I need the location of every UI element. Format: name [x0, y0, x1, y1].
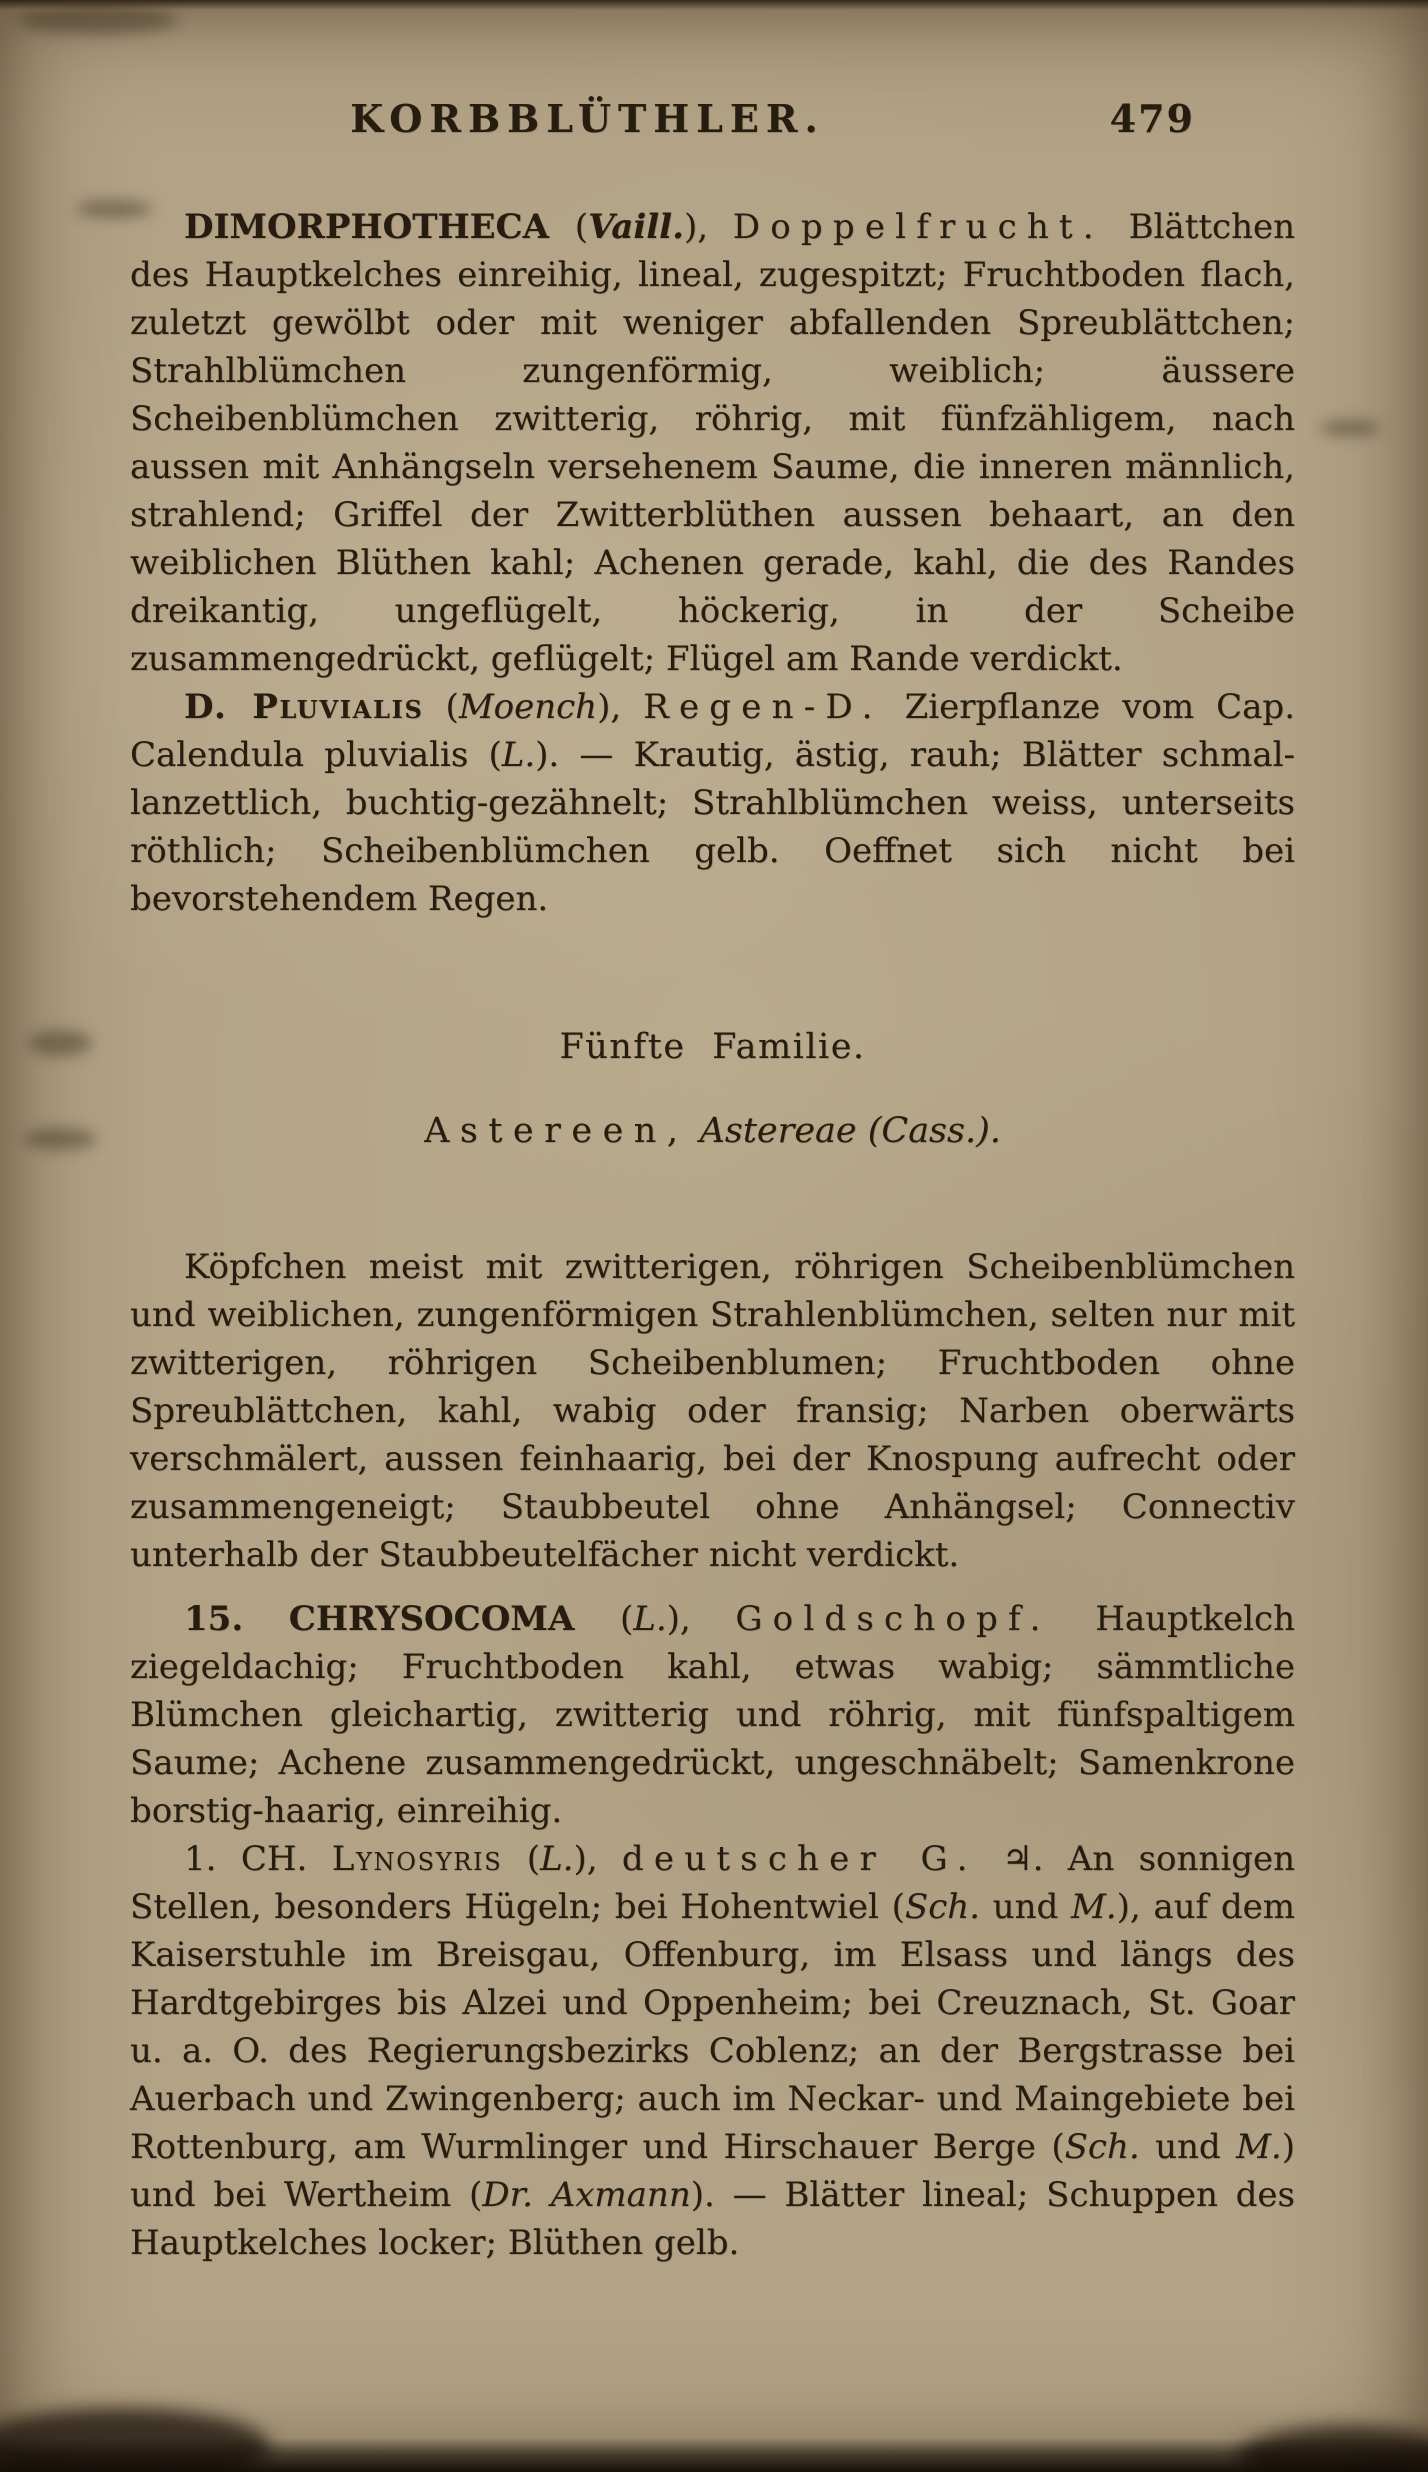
text-run: Goldschopf. — [735, 1599, 1051, 1639]
text-run: M. — [1070, 1887, 1117, 1927]
text-run: Fünfte Familie. — [559, 1027, 866, 1067]
paragraph — [130, 683, 1295, 923]
text-run: M. — [1236, 2127, 1282, 2167]
text-run: ♃. An sonnigen Stellen, besonders Hügeln; bei Hohentwiel ( — [130, 1839, 1295, 1927]
page-number: 479 — [1109, 96, 1195, 141]
text-run: ), — [597, 687, 644, 727]
paragraph — [130, 203, 1295, 683]
text-run: ) und bei Wertheim ( — [130, 2127, 1295, 2215]
text-run: 1. CH. — [184, 1839, 332, 1879]
text-run: ). — Krautig, ästig, rauh; Blätter schmal-lanzettlich, buchtig-gezähnelt; Strahlblümchen weiss, unterseits röthlich; Scheibenblümchen gelb. Oeffnet sich nicht bei bevorstehendem Regen. — [130, 735, 1295, 919]
running-title: KORBBLÜTHLER. — [350, 96, 825, 141]
page-header — [130, 96, 1295, 148]
text-run: 15. CHRYSOCOMA — [184, 1599, 620, 1639]
text-run: Moench — [458, 687, 598, 727]
text-run: Blättchen des Hauptkelches einreihig, lineal, zugespitzt; Fruchtboden flach, zuletzt gewölbt oder mit weniger abfallenden Spreublättchen; Strahlblümchen zungenförmig, weiblich; äussere Scheibenblümchen zwitterig, röhrig, mit fünfzähligem, nach aussen mit Anhängseln versehenem Saume, die inneren männlich, strahlend; Griffel der Zwitterblüthen aussen behaart, an den weiblichen Blüthen kahl; Achenen gerade, kahl, die des Randes dreikantig, ungeflügelt, höckerig, in der Scheibe zusammengedrückt, geflügelt; Flügel am Rande verdickt. — [130, 207, 1295, 679]
text-run: Vaill. — [588, 207, 684, 247]
page-stain — [18, 6, 178, 34]
text-run: ). — Blätter lineal; Schuppen des Hauptkelches locker; Blüthen gelb. — [130, 2175, 1295, 2263]
text-run: L. — [633, 1599, 667, 1639]
text-run: Sch. — [1064, 2127, 1140, 2167]
text-run: ), — [666, 1599, 736, 1639]
text-run: Astereae (Cass.). — [699, 1111, 1001, 1151]
text-run: ( — [502, 1839, 541, 1879]
page-content — [130, 203, 1295, 2267]
text-block — [130, 96, 1295, 2267]
page-bottom-shadow — [0, 2438, 1428, 2472]
text-run: und — [979, 1887, 1071, 1927]
paragraph — [130, 1835, 1295, 2267]
text-run: ( — [574, 207, 589, 247]
subheading — [130, 1107, 1295, 1155]
text-run: ), — [573, 1839, 622, 1879]
page-top-shadow — [0, 0, 1428, 10]
text-run: DIMORPHOTHECA — [184, 207, 575, 247]
paragraph — [130, 1243, 1295, 1579]
page-stain — [1320, 420, 1380, 436]
page-stain — [28, 1030, 92, 1056]
text-run: Sch. — [904, 1887, 980, 1927]
text-run: Köpfchen meist mit zwitterigen, röhrigen Scheibenblümchen und weiblichen, zungenförmigen Strahlenblümchen, selten nur mit zwitterigen, röhrigen Scheibenblumen; Fruchtboden ohne Spreublättchen, kahl, wabig oder fransig; Narben oberwärts verschmälert, aussen feinhaarig, bei der Knospung aufrecht oder zusammengeneigt; Staubbeutel ohne Anhängsel; Connectiv unterhalb der Staubbeutelfächer nicht verdickt. — [130, 1247, 1295, 1575]
text-run: ), auf dem Kaiserstuhle im Breisgau, Offenburg, im Elsass und längs des Hardtgebirges bis Alzei und Oppenheim; bei Creuznach, St. Goar u. a. O. des Regierungsbezirks Coblenz; an der Bergstrasse bei Auerbach und Zwingenberg; auch im Neckar- und Maingebiete bei Rottenburg, am Wurmlinger und Hirschauer Berge ( — [130, 1887, 1295, 2167]
text-run: L. — [540, 1839, 574, 1879]
text-run: Dr. Axmann — [482, 2175, 691, 2215]
page-stain — [24, 1128, 96, 1150]
text-run: ( — [619, 1599, 634, 1639]
text-run: Lynosyris — [331, 1839, 503, 1879]
text-run: D. Pluvialis — [184, 687, 424, 727]
text-run: ( — [423, 687, 459, 727]
text-run: Astereen, — [424, 1111, 689, 1151]
text-run: Zierpflanze vom Cap. Calendula pluvialis ( — [130, 687, 1296, 775]
text-run: und — [1139, 2127, 1237, 2167]
text-run — [688, 1111, 699, 1151]
paragraph — [130, 1595, 1295, 1835]
text-run: Regen-D. — [643, 687, 883, 727]
text-run: deutscher G. — [621, 1839, 978, 1879]
heading — [130, 1023, 1295, 1071]
text-run: L. — [501, 735, 536, 775]
text-run: ), — [683, 207, 733, 247]
text-run: Hauptkelch ziegeldachig; Fruchtboden kahl, etwas wabig; sämmtliche Blümchen gleichartig, zwitterig und röhrig, mit fünfspaltigem Saume; Achene zusammengedrückt, ungeschnäbelt; Samenkrone borstig-haarig, einreihig. — [130, 1599, 1295, 1831]
text-run: Doppelfrucht. — [732, 207, 1104, 247]
